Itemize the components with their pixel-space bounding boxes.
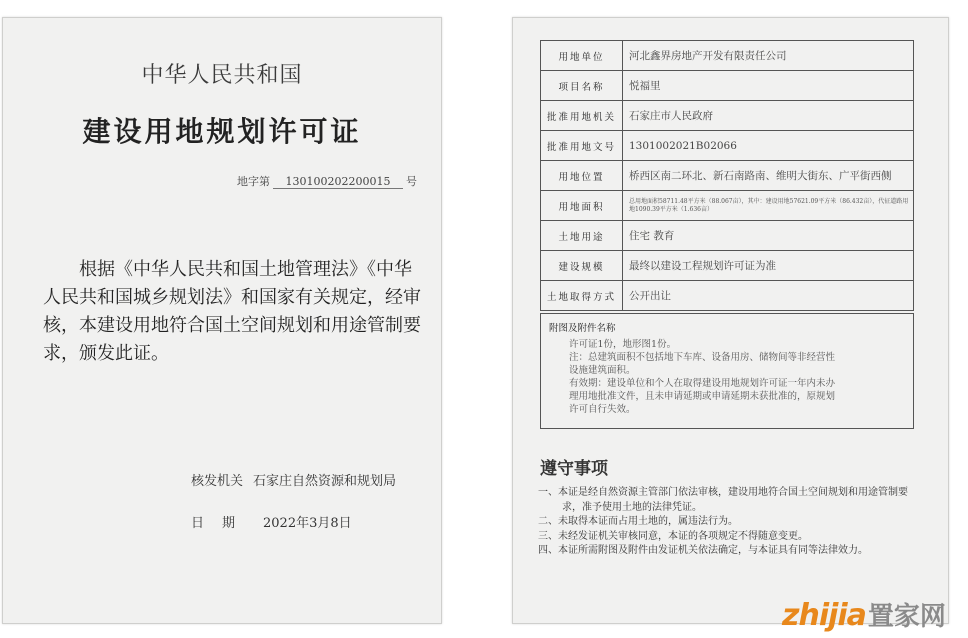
notice-item: 四、本证所需附图及附件由发证机关依法确定，与本证具有同等法律效力。 — [538, 545, 868, 556]
table-row — [541, 161, 914, 191]
attachments-box — [540, 313, 914, 429]
row-label: 项目名称 — [541, 71, 623, 101]
table-row — [541, 71, 914, 101]
row-label: 建设规模 — [541, 251, 623, 281]
notice-item: 三、未经发证机关审核同意，本证的各项规定不得随意变更。 — [538, 530, 808, 542]
notice-list — [538, 486, 918, 559]
date-line — [191, 512, 431, 531]
table-row — [541, 281, 914, 311]
certificate-number: 130100202200015 — [273, 175, 403, 189]
attachment-line: 设施建筑面积。 — [569, 365, 636, 376]
attachment-line: 有效期：建设单位和个人在取得建设用地规划许可证一年内未办 — [569, 378, 836, 389]
row-value: 住宅 教育 — [623, 221, 914, 251]
site-watermark-logo — [782, 596, 962, 636]
watermark-chinese: 置家网 — [867, 602, 946, 632]
date-label: 日期 — [191, 516, 254, 531]
watermark-latin: zhijia — [782, 598, 866, 633]
number-suffix: 号 — [406, 175, 417, 188]
row-label: 用地单位 — [541, 41, 623, 71]
attachments-title: 附图及附件名称 — [549, 323, 616, 334]
attachment-line: 许可证1份，地形图1份。 — [569, 339, 677, 350]
number-prefix: 地字第 — [237, 175, 270, 188]
row-value: 公开出让 — [623, 281, 914, 311]
table-row — [541, 101, 914, 131]
attachment-line: 理用地批准文件，且未申请延期或申请延期未获批准的，原规划 — [569, 391, 836, 402]
row-label: 土地用途 — [541, 221, 623, 251]
row-label: 批准用地文号 — [541, 131, 623, 161]
row-value: 河北鑫界房地产开发有限责任公司 — [623, 41, 914, 71]
row-value: 最终以建设工程规划许可证为准 — [623, 251, 914, 281]
table-row — [541, 131, 914, 161]
date-value: 2022年3月8日 — [263, 516, 352, 531]
row-value: 1301002021B02066 — [623, 131, 914, 161]
certificate-title: 建设用地规划许可证 — [82, 115, 362, 148]
table-row — [541, 221, 914, 251]
row-value: 总用地面积58711.48平方米（88.067亩），其中：建设用地57621.09平方米（86.432亩），代征道路用地1090.39平方米（1.636亩） — [623, 191, 914, 221]
row-value: 桥西区南二环北、新石南路南、维明大街东、广平街西侧 — [623, 161, 914, 191]
certificate-body-text: 根据《中华人民共和国土地管理法》《中华人民共和国城乡规划法》和国家有关规定，经审核，本建设用地符合国土空间规划和用途管制要求，颁发此证。 — [43, 259, 421, 364]
land-info-table — [540, 40, 914, 311]
row-label: 土地取得方式 — [541, 281, 623, 311]
row-value: 石家庄市人民政府 — [623, 101, 914, 131]
certificate-back-page — [512, 17, 949, 624]
country-name: 中华人民共和国 — [141, 63, 303, 88]
table-row — [541, 191, 914, 221]
notice-title: 遵守事项 — [540, 459, 608, 479]
row-label: 批准用地机关 — [541, 101, 623, 131]
row-label: 用地面积 — [541, 191, 623, 221]
row-label: 用地位置 — [541, 161, 623, 191]
attachment-line: 注：总建筑面积不包括地下车库、设备用房、储物间等非经营性 — [569, 352, 836, 363]
issuer-label: 核发机关 — [191, 474, 244, 489]
table-row — [541, 41, 914, 71]
certificate-front-page — [2, 17, 442, 624]
notice-item: 二、未取得本证而占用土地的，属违法行为。 — [538, 516, 738, 527]
table-row — [541, 251, 914, 281]
row-value: 悦福里 — [623, 71, 914, 101]
issuer-value: 石家庄自然资源和规划局 — [253, 474, 397, 489]
notice-item: 一、本证是经自然资源主管部门依法审核，建设用地符合国土空间规划和用途管制要求，准予使用土地的法律凭证。 — [538, 487, 908, 513]
issuer-line — [191, 470, 431, 489]
certificate-number-line — [237, 173, 427, 191]
attachment-line: 许可自行失效。 — [569, 404, 636, 415]
